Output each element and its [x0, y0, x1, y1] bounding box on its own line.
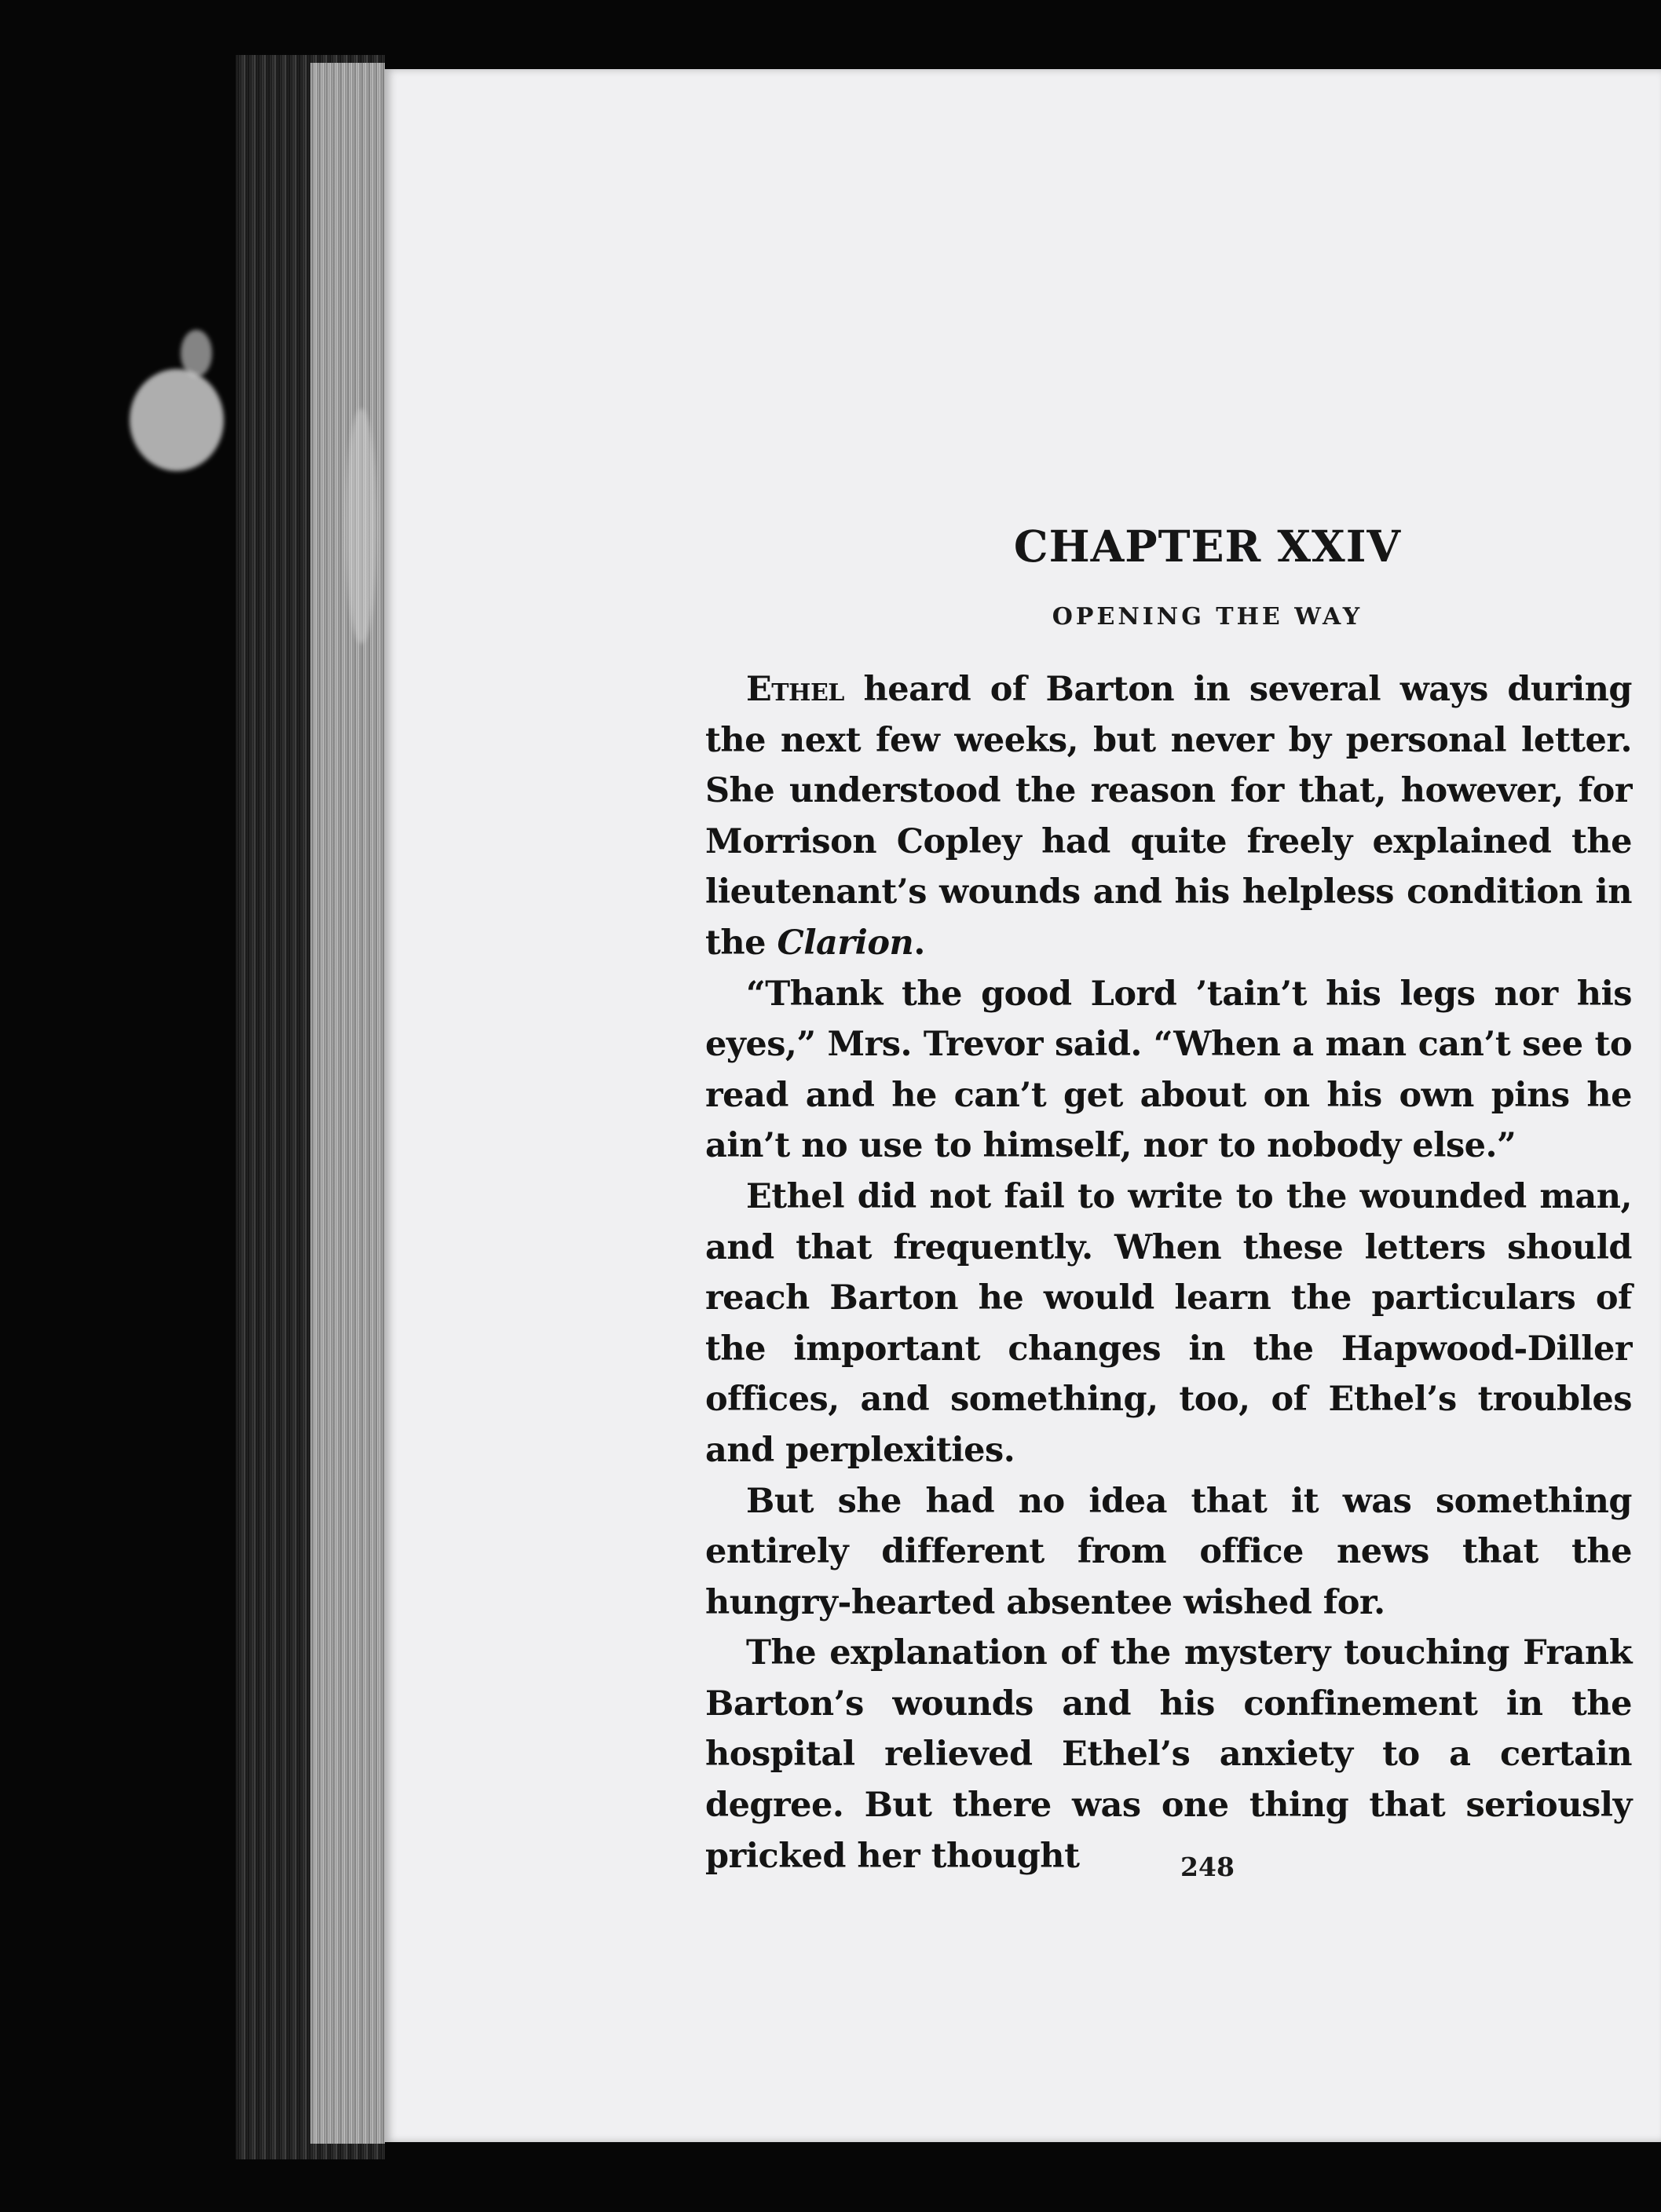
paragraph-1 [705, 664, 1632, 969]
body-text [705, 664, 1632, 1881]
paragraph-3: Ethel did not fail to write to the wounded man, and that frequently. When these letters should reach Barton he would learn the particulars of the important changes in the Hapwood-Diller offices, and something, too, of Ethel’s troubles and perplexities. [705, 1176, 1632, 1470]
book-page [385, 69, 1661, 2142]
paragraph-1-text: heard of Barton in several ways during the next few weeks, but never by personal letter. She understood the reason for that, however, for Morrison Copley had quite freely explained the lieutenant’s wounds and his helpless condition in the [705, 670, 1632, 963]
paragraph-1-end: . [913, 923, 925, 963]
page-number: 248 [1180, 1852, 1235, 1882]
scan-speckle [181, 330, 212, 377]
newspaper-name: Clarion [777, 923, 914, 963]
book-page-edges-highlight [310, 63, 385, 2144]
paragraph-2: “Thank the good Lord ’tain’t his legs nor his eyes,” Mrs. Trevor said. “When a man can’t see to read and he can’t get about on his own pins he ain’t no use to himself, nor to nobody else.” [705, 974, 1632, 1166]
chapter-title: CHAPTER XXIV [1013, 521, 1402, 572]
scan-speckle [130, 369, 224, 471]
chapter-subtitle: OPENING THE WAY [1052, 603, 1363, 631]
scan-speckle [346, 408, 377, 644]
paragraph-4: But she had no idea that it was something entirely different from office news that the hungry-hearted absentee wished for. [705, 1481, 1632, 1622]
paragraph-lead-word: Ethel [746, 670, 844, 709]
paragraph-5: The explanation of the mystery touching Frank Barton’s wounds and his confinement in the hospital relieved Ethel’s anxiety to a certain degree. But there was one thing that seriously pricked her thought [705, 1633, 1632, 1876]
